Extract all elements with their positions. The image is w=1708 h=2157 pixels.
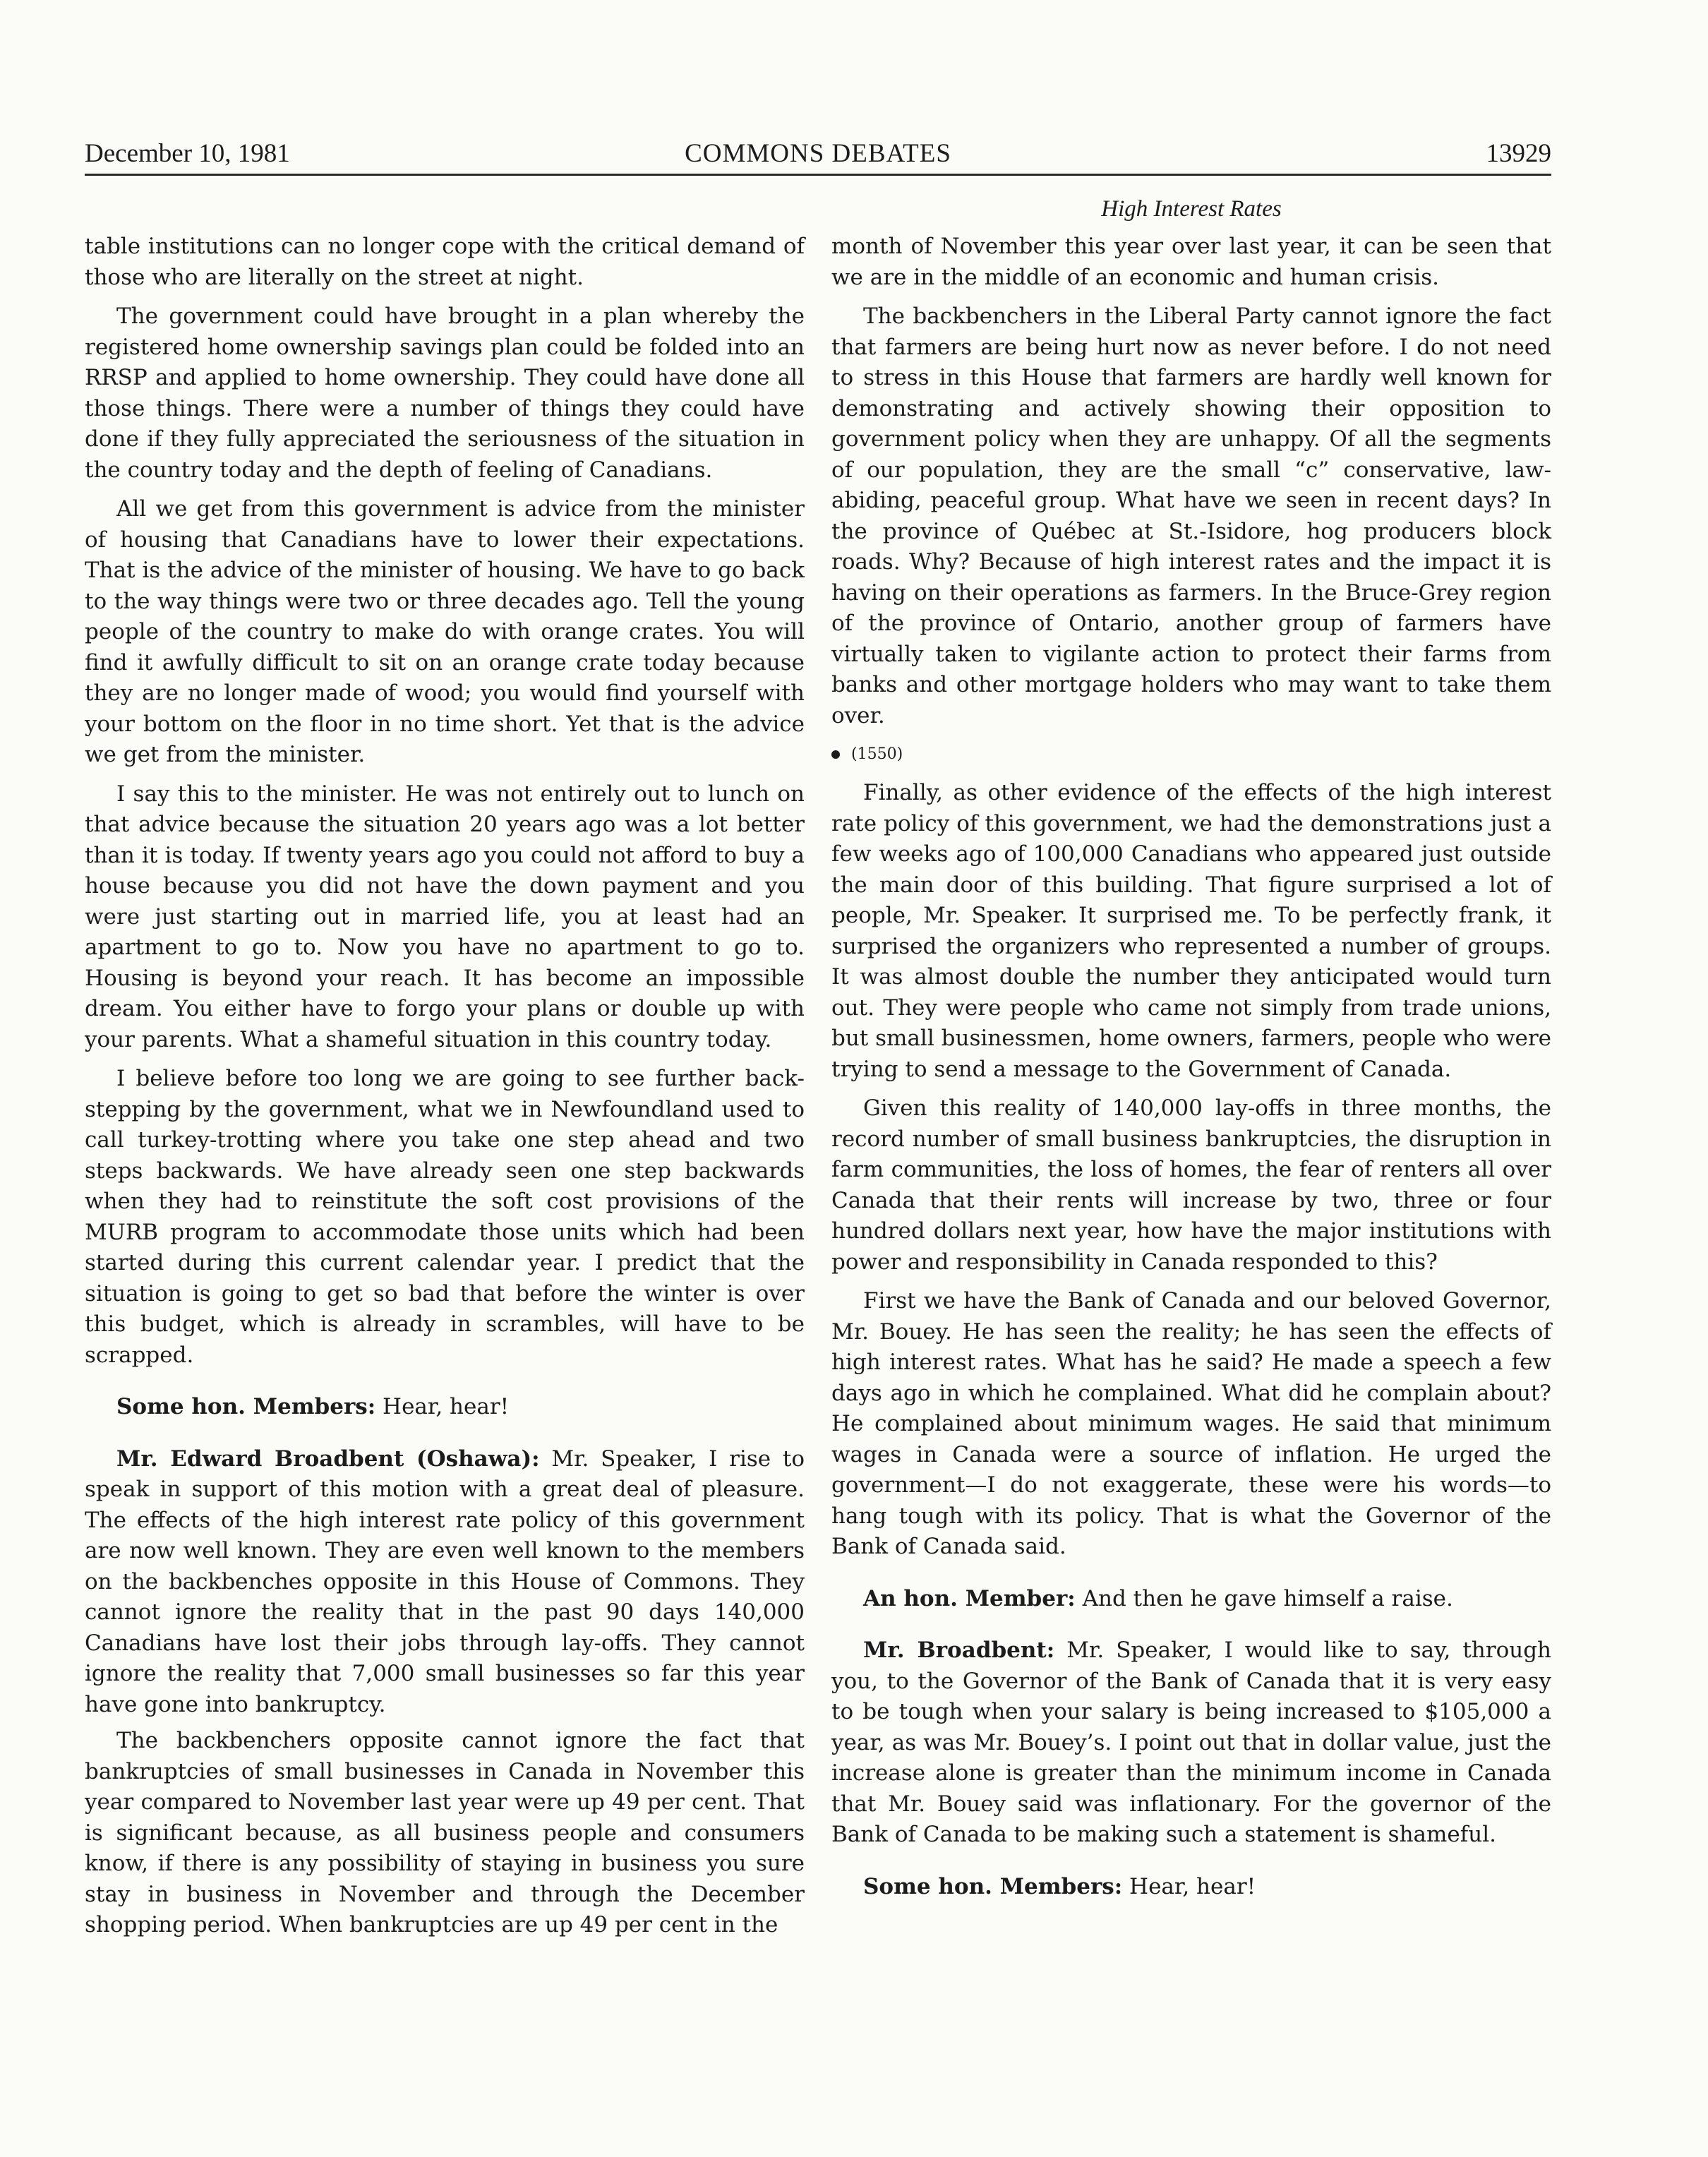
speaker-name: Mr. Edward Broadbent (Oshawa): — [116, 1446, 540, 1472]
header-title: COMMONS DEBATES — [685, 139, 951, 168]
speech-text: Hear, hear! — [1122, 1873, 1256, 1899]
subject-heading: High Interest Rates — [1101, 196, 1282, 222]
speaker-line — [831, 1872, 1551, 1903]
paragraph: First we have the Bank of Canada and our beloved Governor, Mr. Bouey. He has seen the reality; he has seen the effects of high interest rates. What has he said? He made a speech a few days ago in which he complained. What did he complain about? He complained about minimum wages. He said that minimum wages in Canada were a source of inflation. He urged the government—I do not exaggerate, these were his words—to hang tough with its policy. That is what the Governor of the Bank of Canada said. — [831, 1288, 1551, 1559]
speaker-name: An hon. Member: — [863, 1585, 1076, 1611]
time-marker — [831, 744, 1551, 765]
paragraph: Given this reality of 140,000 lay-offs in three months, the record number of small business bankruptcies, the disruption in farm communities, the loss of homes, the fear of renters all over Canada that their rents will increase by two, three or four hundred dollars next year, how have the major institutions with power and responsibility in Canada responded to this? — [831, 1095, 1551, 1275]
paragraph: month of November this year over last year, it can be seen that we are in the middle of an economic and human crisis. — [831, 234, 1551, 290]
speaker-paragraph — [831, 1635, 1551, 1851]
paragraph: table institutions can no longer cope with the critical demand of those who are literally on the street at night. — [85, 234, 805, 290]
paragraph: The government could have brought in a plan whereby the registered home ownership savings plan could be folded into an RRSP and applied to home ownership. They could have done all those things. There were a number of things they could have done if they fully appreciated the seriousness of the situation in the country today and the depth of feeling of Canadians. — [85, 304, 805, 483]
bullet-icon — [831, 750, 840, 759]
paragraph: I say this to the minister. He was not entirely out to lunch on that advice because the situation 20 years ago was a lot better than it is today. If twenty years ago you could not afford to buy a house because you did not have the down payment and you were just starting out in married life, you at least had an apartment to go to. Now you have no apartment to go to. Housing is beyond your reach. It has become an impossible dream. You either have to forgo your plans or double up with your parents. What a shameful situation in this country today. — [85, 781, 805, 1052]
paragraph: The backbenchers in the Liberal Party cannot ignore the fact that farmers are being hurt now as never before. I do not need to stress in this House that farmers are hardly well known for demonstrating and actively showing their opposition to government policy when they are unhappy. Of all the segments of our population, they are the small “c” conservative, law-abiding, peaceful group. What have we seen in recent days? In the province of Québec at St.-Isidore, hog producers block roads. Why? Because of high interest rates and the impact it is having on their operations as farmers. In the Bruce-Grey region of the province of Ontario, another group of farmers have virtually taken to vigilante action to protect their farms from banks and other mortgage holders who may want to take them over. — [831, 304, 1551, 728]
speech-text: And then he gave himself a raise. — [1075, 1585, 1453, 1611]
speaker-name: Mr. Broadbent: — [863, 1638, 1055, 1663]
header-page-number: 13929 — [1486, 139, 1551, 168]
right-column — [831, 232, 1551, 1923]
speaker-name: Some hon. Members: — [116, 1394, 376, 1419]
speaker-name: Some hon. Members: — [863, 1873, 1123, 1899]
left-column — [85, 232, 805, 1949]
paragraph: The backbenchers opposite cannot ignore the fact that bankruptcies of small businesses in Canada in November this year compared to November last year were up 49 per cent. That is significant because, as all business people and consumers know, if there is any possibility of staying in business you sure stay in business in November and through the December shopping period. When bankruptcies are up 49 per cent in the — [85, 1728, 805, 1937]
header-date: December 10, 1981 — [85, 139, 290, 168]
speech-text: Hear, hear! — [375, 1394, 510, 1419]
speech-text: Mr. Speaker, I would like to say, through you, to the Governor of the Bank of Canada that it is very easy to be tough when your salary is being increased to $105,000 a year, as was Mr. Bouey’s. I point out that in dollar value, just the increase alone is greater than the minimum income in Canada that Mr. Bouey said was inflationary. For the governor of the Bank of Canada to be making such a statement is shameful. — [831, 1638, 1552, 1847]
time-marker-text: (1550) — [851, 745, 903, 763]
speaker-line — [85, 1392, 805, 1423]
paragraph: All we get from this government is advice from the minister of housing that Canadians have to lower their expectations. That is the advice of the minister of housing. We have to go back to the way things were two or three decades ago. Tell the young people of the country to make do with orange crates. You will find it awfully difficult to sit on an orange crate today because they are no longer made of wood; you would find yourself with your bottom on the floor in no time short. Yet that is the advice we get from the minister. — [85, 496, 805, 767]
paragraph: Finally, as other evidence of the effects of the high interest rate policy of this government, we had the demonstrations just a few weeks ago of 100,000 Canadians who appeared just outside the main door of this building. That figure surprised a lot of people, Mr. Speaker. It surprised me. To be perfectly frank, it surprised the organizers who represented a number of groups. It was almost double the number they anticipated would turn out. They were people who came not simply from trade unions, but small businessmen, home owners, farmers, people who were trying to send a message to the Government of Canada. — [831, 780, 1551, 1082]
speaker-paragraph — [85, 1444, 805, 1721]
page-header — [85, 138, 1551, 176]
speech-text: Mr. Speaker, I rise to speak in support of this motion with a great deal of pleasure. The effects of the high interest rate policy of this government are now well known. They are even well known to the members on the backbenches opposite in this House of Commons. They cannot ignore the reality that in the past 90 days 140,000 Canadians have lost their jobs through lay-offs. They cannot ignore the reality that 7,000 small businesses so far this year have gone into bankruptcy. — [85, 1446, 805, 1717]
paragraph: I believe before too long we are going to see further back-stepping by the government, what we in Newfoundland used to call turkey-trotting where you take one step ahead and two steps backwards. We have already seen one step backwards when they had to reinstitute the soft cost provisions of the MURB program to accommodate those units which had been started during this current calendar year. I predict that the situation is going to get so bad that before the winter is over this budget, which is already in scrambles, will have to be scrapped. — [85, 1066, 805, 1368]
speaker-line — [831, 1584, 1551, 1615]
